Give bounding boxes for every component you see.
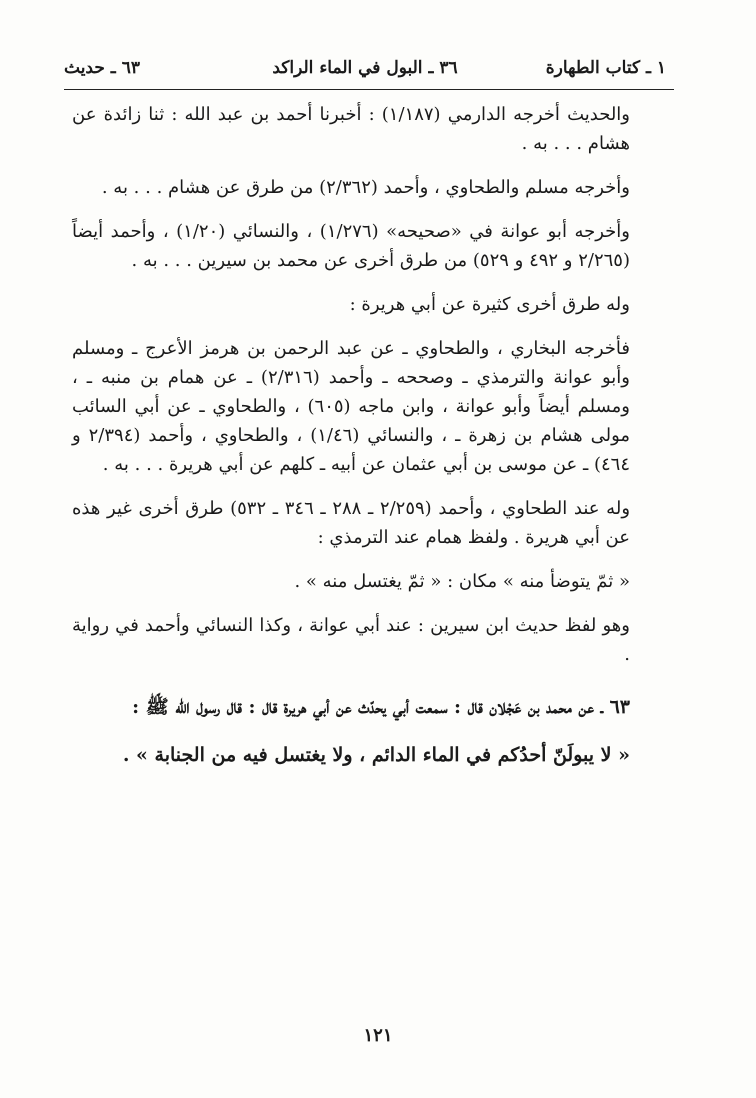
paragraph-8: وهو لفظ حديث ابن سيرين : عند أبي عوانة ، وكذا النسائي وأحمد في رواية . xyxy=(72,615,630,665)
header-book-title: ١ ـ كتاب الطهارة xyxy=(545,58,666,78)
paragraph-5: فأخرجه البخاري ، والطحاوي ـ عن عبد الرحمن بن هرمز الأعرج ـ ومسلم وأبو عوانة والترمذي ـ وصححه ـ وأحمد (٢/٣١٦) ـ عن همام بن منبه ـ ، ومسلم أيضاً وأبو عوانة ، وابن ماجه (٦٠٥) ، والطحاوي ـ عن أبي السائب مولى هشام بن زهرة ـ ، والنسائي (١/٤٦) ، والطحاوي ، وأحمد (٢/٣٩٤ و ٤٦٤) ـ عن موسى بن أبي عثمان عن أبيه ـ كلهم عن أبي هريرة . . . به . xyxy=(72,338,631,475)
paragraph-2: وأخرجه مسلم والطحاوي ، وأحمد (٢/٣٦٢) من طرق عن هشام . . . به . xyxy=(101,177,630,198)
paragraph-6: وله عند الطحاوي ، وأحمد (٢/٢٥٩ ـ ٢٨٨ ـ ٣٤٦ ـ ٥٣٢) طرق أخرى غير هذه عن أبي هريرة . ولفظ همام عند الترمذي : xyxy=(72,498,631,548)
page-number: ١٢١ xyxy=(363,1025,393,1046)
quoted-variant: « ثمّ يتوضأ منه » مكان : « ثمّ يغتسل منه » . xyxy=(294,571,630,592)
paragraph-1: والحديث أخرجه الدارمي (١/١٨٧) : أخبرنا أحمد بن عبد الله : ثنا زائدة عن هشام . . . به . xyxy=(72,104,630,154)
header-chapter-title: ٣٦ ـ البول في الماء الراكد xyxy=(272,58,458,78)
running-header xyxy=(64,58,666,86)
paragraph-3: وأخرجه أبو عوانة في «صحيحه» (١/٢٧٦) ، والنسائي (١/٢٠) ، وأحمد أيضاً (٢/٢٦٥ و ٤٩٢ و ٥٢٩) من طرق أخرى عن محمد بن سيرين . . . به . xyxy=(72,221,630,271)
page-body xyxy=(72,100,630,771)
header-hadith-number: ٦٣ ـ حديث xyxy=(64,58,140,78)
hadith-isnad: ٦٣ ـ عن محمد بن عَجْلان قال : سمعت أبي يحدّث عن أبي هريرة قال : قال رسول الله ﷺ : xyxy=(132,696,630,718)
hadith-matn: « لا يبولَنّ أحدُكم في الماء الدائم ، ولا يغتسل فيه من الجنابة » . xyxy=(122,744,630,766)
paragraph-4: وله طرق أخرى كثيرة عن أبي هريرة : xyxy=(349,294,630,315)
header-divider xyxy=(64,89,674,90)
